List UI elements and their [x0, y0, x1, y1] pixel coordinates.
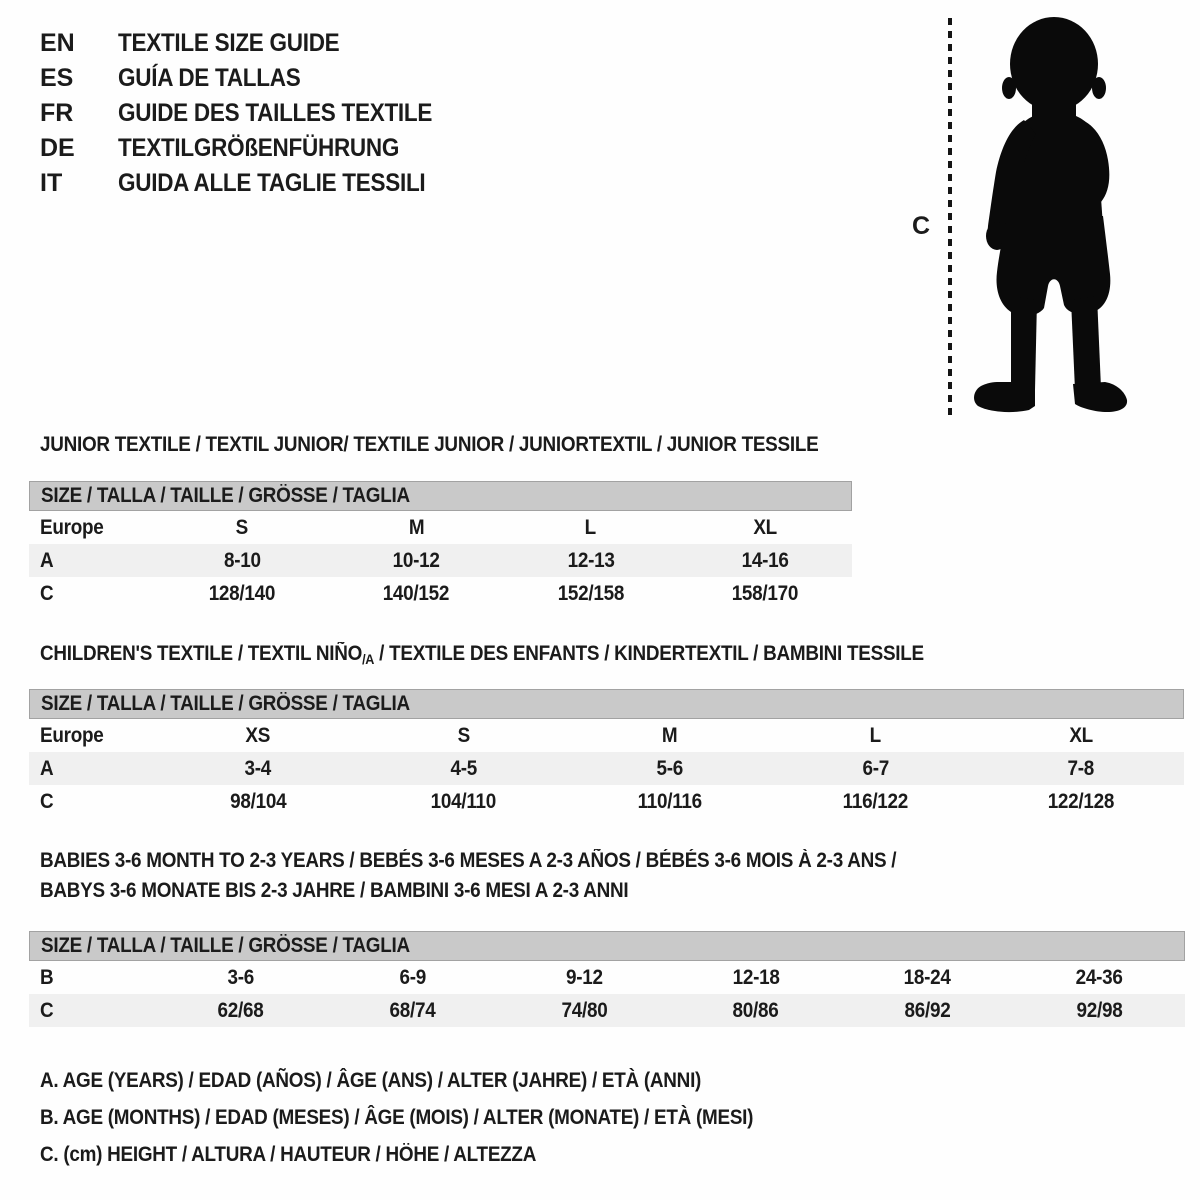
table-cell: 152/158	[557, 581, 624, 605]
table-row-height-cm	[29, 994, 1185, 1027]
table-cell: 98/104	[229, 789, 286, 813]
table-row-age-years	[29, 544, 852, 577]
table-cell: 3-6	[227, 965, 255, 989]
table-cell: 116/122	[842, 789, 908, 813]
table-cell: 158/170	[731, 581, 799, 605]
table-cell: 80/86	[732, 998, 779, 1022]
table-cell: 10-12	[392, 548, 440, 572]
table-cell: 9-12	[565, 965, 603, 989]
legend-notes	[40, 1062, 832, 1173]
language-row-it	[40, 166, 467, 201]
table-cell: 7-8	[1067, 756, 1095, 780]
language-code: IT	[40, 169, 63, 197]
guide-title-it: GUIDA ALLE TAGLIE TESSILI	[118, 169, 426, 197]
table-cell: XL	[753, 515, 777, 539]
table-row-age-months	[29, 961, 1185, 994]
table-cell: 92/98	[1076, 998, 1123, 1022]
table-cell: S	[457, 723, 470, 747]
table-cell: 24-36	[1075, 965, 1123, 989]
row-label: C	[40, 789, 54, 813]
language-code: DE	[40, 134, 75, 162]
language-row-de	[40, 131, 467, 166]
size-table-header: SIZE / TALLA / TAILLE / GRÖSSE / TAGLIA	[29, 689, 1184, 719]
toddler-silhouette-image	[966, 14, 1142, 422]
table-cell: XL	[1069, 723, 1093, 747]
table-cell: 6-9	[399, 965, 426, 989]
language-code: ES	[40, 64, 74, 92]
table-cell: 18-24	[904, 965, 952, 989]
size-table-header: SIZE / TALLA / TAILLE / GRÖSSE / TAGLIA	[29, 931, 1185, 961]
table-cell: 8-10	[223, 548, 261, 572]
height-measure-dashed-line	[948, 18, 952, 416]
row-label: Europe	[40, 515, 104, 539]
table-cell: 86/92	[904, 998, 951, 1022]
table-cell: 3-4	[244, 756, 272, 780]
guide-title-en: TEXTILE SIZE GUIDE	[118, 29, 340, 57]
note-c: C. (cm) HEIGHT / ALTURA / HAUTEUR / HÖHE / ALTEZZA	[40, 1143, 537, 1166]
junior-section-title: JUNIOR TEXTILE / TEXTIL JUNIOR/ TEXTILE JUNIOR / JUNIORTEXTIL / JUNIOR TESSILE	[40, 433, 819, 456]
table-cell: S	[235, 515, 249, 539]
size-table-header: SIZE / TALLA / TAILLE / GRÖSSE / TAGLIA	[29, 481, 852, 511]
junior-size-table	[29, 481, 852, 610]
height-measure-label: C	[912, 212, 931, 240]
babies-section-title: BABIES 3-6 MONTH TO 2-3 YEARS / BEBÉS 3-6 MESES A 2-3 AÑOS / BÉBÉS 3-6 MOIS À 2-3 ANS / BABYS 3-6 MONATE BIS 2-3 JAHRE / BAMBINI 3-6 MESI A 2-3 ANNI	[40, 849, 897, 902]
table-cell: 74/80	[561, 998, 608, 1022]
table-cell: M	[408, 515, 425, 539]
table-cell: 5-6	[656, 756, 683, 780]
language-row-fr	[40, 96, 467, 131]
language-row-es	[40, 61, 467, 96]
table-row-height-cm	[29, 785, 1184, 818]
table-cell: M	[661, 723, 678, 747]
table-cell: L	[869, 723, 881, 747]
table-row-europe	[29, 511, 852, 544]
children-size-table	[29, 689, 1184, 818]
table-cell: 14-16	[741, 548, 789, 572]
guide-title-fr: GUIDE DES TAILLES TEXTILE	[118, 99, 433, 127]
children-section-title: CHILDREN'S TEXTILE / TEXTIL $NIÑO_{/A}$ / TEXTILE DES ENFANTS / KINDERTEXTIL / BAMBINI TESSILE	[40, 642, 924, 667]
table-row-age-years	[29, 752, 1184, 785]
babies-size-table	[29, 931, 1185, 1027]
table-cell: 6-7	[862, 756, 889, 780]
table-cell: 12-13	[567, 548, 615, 572]
language-row-en	[40, 26, 467, 61]
table-cell: 140/152	[383, 581, 450, 605]
row-label: Europe	[40, 723, 104, 747]
guide-title-de: TEXTILGRÖßENFÜHRUNG	[118, 134, 400, 162]
table-cell: 104/110	[430, 789, 497, 813]
row-label: C	[40, 998, 54, 1022]
table-row-height-cm	[29, 577, 852, 610]
table-cell: 62/68	[217, 998, 264, 1022]
table-cell: XS	[245, 723, 271, 747]
table-cell: L	[584, 515, 597, 539]
row-label: A	[40, 756, 54, 780]
table-cell: 110/116	[637, 789, 702, 813]
table-cell: 12-18	[732, 965, 780, 989]
table-cell: 4-5	[450, 756, 477, 780]
row-label: B	[40, 965, 54, 989]
row-label: A	[40, 548, 54, 572]
note-a: A. AGE (YEARS) / EDAD (AÑOS) / ÂGE (ANS) / ALTER (JAHRE) / ETÀ (ANNI)	[40, 1069, 702, 1092]
table-cell: 128/140	[208, 581, 276, 605]
guide-title-es: GUÍA DE TALLAS	[118, 64, 301, 92]
language-title-list	[40, 26, 467, 201]
note-b: B. AGE (MONTHS) / EDAD (MESES) / ÂGE (MOIS) / ALTER (MONATE) / ETÀ (MESI)	[40, 1106, 754, 1129]
table-cell: 68/74	[389, 998, 436, 1022]
language-code: FR	[40, 99, 74, 127]
nino-a-subscript: /A	[362, 651, 375, 667]
language-code: EN	[40, 29, 75, 57]
row-label: C	[40, 581, 54, 605]
table-row-europe	[29, 719, 1184, 752]
table-cell: 122/128	[1047, 789, 1115, 813]
